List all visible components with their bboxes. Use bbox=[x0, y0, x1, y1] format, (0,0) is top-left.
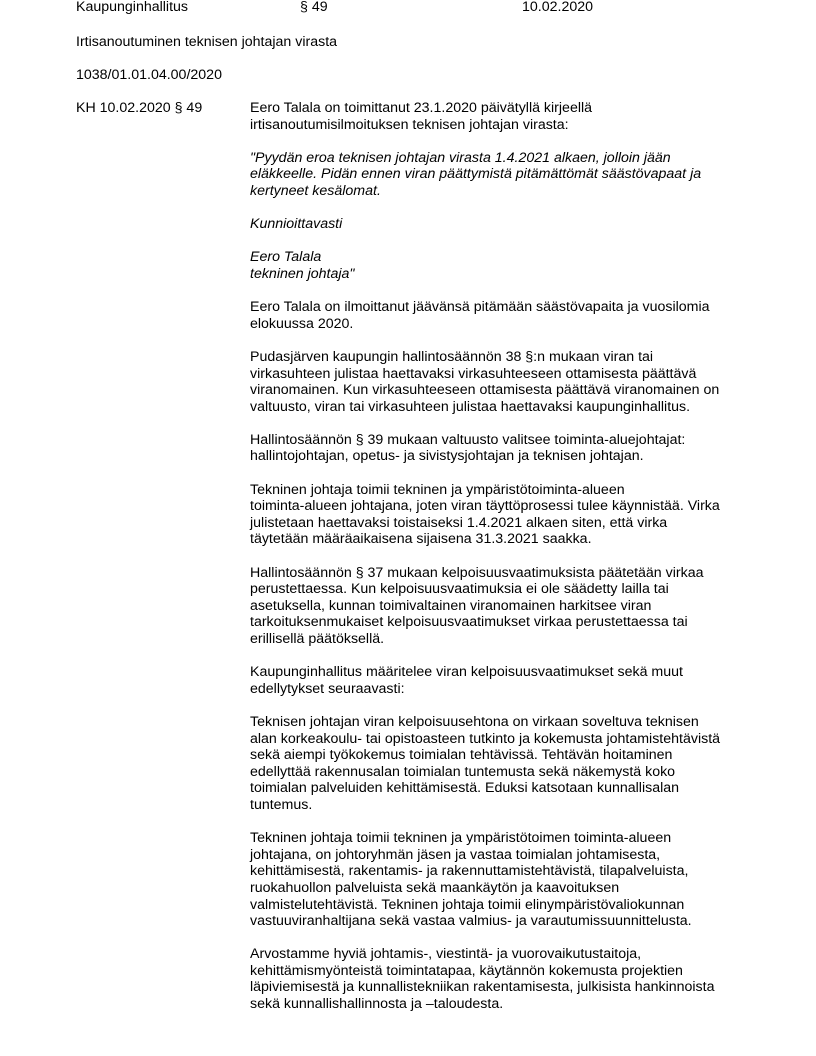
paragraph-regulation-37 bbox=[250, 565, 740, 648]
text-line: hallintojohtajan, opetus- ja sivistysjohtajan ja teknisen johtajan. bbox=[250, 448, 644, 465]
text-line: Teknisen johtajan viran kelpoisuusehtona on virkaan soveltuva teknisen bbox=[250, 713, 699, 730]
text-line: erillisellä päätöksellä. bbox=[250, 631, 385, 647]
text-line: Tekninen johtaja toimii tekninen ja ympäristötoimen toiminta-alueen bbox=[250, 830, 672, 847]
text-line: kehittämisestä, rakentamis- ja rakennuttamistehtävistä, tilapalveluista, bbox=[250, 863, 689, 880]
text-line: valmistelutehtävistä. Tekninen johtaja toimii elinympäristövaliokunnan bbox=[250, 896, 685, 913]
text-line: Eero Talala on ilmoittanut jäävänsä pitämään säästövapaita ja vuosilomia bbox=[250, 299, 710, 316]
text-line: alan korkeakoulu- tai opistoasteen tutkinto ja kokemusta johtamistehtävistä bbox=[250, 730, 721, 747]
text-line: Eero Talala bbox=[250, 249, 322, 266]
paragraph-regulation-38 bbox=[250, 349, 740, 415]
paragraph-filling-process bbox=[250, 482, 740, 548]
text-line: Pudasjärven kaupungin hallintosäännön 38 §:n mukaan viran tai bbox=[250, 348, 654, 365]
text-line: Hallintosäännön § 37 mukaan kelpoisuusvaatimuksista päätetään virkaa bbox=[250, 564, 704, 581]
text-line: toimialan palveluiden kehittämisestä. Eduksi katsotaan kunnallisalan bbox=[250, 780, 680, 797]
text-line: tarkoituksenmukaiset kelpoisuusvaatimukset virkaa perustettaessa tai bbox=[250, 614, 688, 631]
text-line: asetuksella, kunnan toimivaltainen viranomainen harkitsee viran bbox=[250, 597, 652, 614]
text-line: tekninen johtaja" bbox=[250, 265, 355, 282]
text-line: ruokahuollon palveluista sekä maankäytön ja kaavoituksen bbox=[250, 879, 620, 896]
document-header bbox=[0, 0, 816, 17]
text-line: Kunnioittavasti bbox=[250, 216, 343, 233]
text-line: sekä kunnallishallinnosta ja –taloudesta. bbox=[250, 996, 504, 1013]
text-line: Hallintosäännön § 39 mukaan valtuusto valitsee toiminta-aluejohtajat: bbox=[250, 431, 686, 448]
paragraph-requirements-intro bbox=[250, 664, 740, 697]
text-line: tuntemus. bbox=[250, 796, 313, 813]
text-line: valtuusto, viran tai virkasuhteen julistaa haettavaksi kaupunginhallitus. bbox=[250, 398, 691, 415]
header-date: 10.02.2020 bbox=[522, 0, 594, 15]
text-line: toiminta-alueen johtajana, joten viran täyttöprosessi tulee käynnistää. Virka bbox=[250, 498, 720, 515]
text-line: Arvostamme hyviä johtamis-, viestintä- ja vuorovaikutustaitoja, bbox=[250, 946, 642, 963]
text-line: Tekninen johtaja toimii tekninen ja ympäristötoiminta-alueen bbox=[250, 481, 625, 498]
text-line: perustettaessa. Kun kelpoisuusvaatimuksia ei ole säädetty lailla tai bbox=[250, 581, 669, 598]
paragraph-valued-skills bbox=[250, 946, 740, 1012]
text-line: kehittämismyönteistä toimintatapaa, käytännön kokemusta projektien bbox=[250, 962, 683, 979]
text-line: virkasuhteen julistaa haettavaksi virkasuhteeseen ottamisesta päättävä bbox=[250, 365, 697, 382]
text-line: julistetaan haettavaksi toistaiseksi 1.4.2021 alkaen siten, että virka bbox=[250, 514, 668, 531]
text-line: eläkkeelle. Pidän ennen viran päättymistä pitämättömät säästövapaat ja bbox=[250, 166, 702, 183]
header-organ: Kaupunginhallitus bbox=[76, 0, 189, 15]
letter-signature bbox=[250, 249, 740, 282]
meeting-reference: KH 10.02.2020 § 49 bbox=[76, 100, 203, 116]
header-section-number: § 49 bbox=[300, 0, 328, 15]
paragraph-leave bbox=[250, 299, 740, 332]
text-line: vastuuviranhaltijana sekä vastaa valmius- ja varautumissuunnittelusta. bbox=[250, 913, 692, 930]
paragraph-regulation-39 bbox=[250, 432, 740, 465]
diary-number: 1038/01.01.04.00/2020 bbox=[76, 67, 222, 83]
text-line: edellytykset seuraavasti: bbox=[250, 680, 405, 697]
text-line: viranomainen. Kun virkasuhteeseen ottamisesta päättävä viranomainen on bbox=[250, 382, 720, 399]
paragraph-qualifications bbox=[250, 714, 740, 814]
text-line: läpiviemisestä ja kunnallistekniikan rakentamisesta, julkisista hankinnoista bbox=[250, 979, 715, 996]
text-line: kertyneet kesälomat. bbox=[250, 182, 381, 199]
paragraph-duties bbox=[250, 830, 740, 930]
paragraph-letter-intro bbox=[250, 100, 740, 133]
text-line: irtisanoutumisilmoituksen teknisen johtajan virasta: bbox=[250, 116, 569, 133]
decision-body bbox=[250, 100, 740, 1029]
quoted-letter bbox=[250, 150, 740, 200]
text-line: sekä aiempi työkokemus toimialan tehtävissä. Tehtävän hoitaminen bbox=[250, 747, 673, 764]
text-line: täytetään määräaikaisena sijaisena 31.3.2021 saakka. bbox=[250, 531, 592, 548]
text-line: Eero Talala on toimittanut 23.1.2020 päivätyllä kirjeellä bbox=[250, 100, 593, 116]
matter-title: Irtisanoutuminen teknisen johtajan virasta bbox=[76, 34, 338, 50]
text-line: edellyttää rakennusalan toimialan tuntemusta sekä näkemystä koko bbox=[250, 763, 676, 780]
text-line: "Pyydän eroa teknisen johtajan virasta 1.4.2021 alkaen, jolloin jään bbox=[250, 149, 671, 166]
letter-closing bbox=[250, 216, 740, 233]
text-line: johtajana, on johtoryhmän jäsen ja vastaa toimialan johtamisesta, bbox=[250, 846, 661, 863]
text-line: elokuussa 2020. bbox=[250, 315, 354, 332]
text-line: Kaupunginhallitus määritelee viran kelpoisuusvaatimukset sekä muut bbox=[250, 664, 683, 681]
